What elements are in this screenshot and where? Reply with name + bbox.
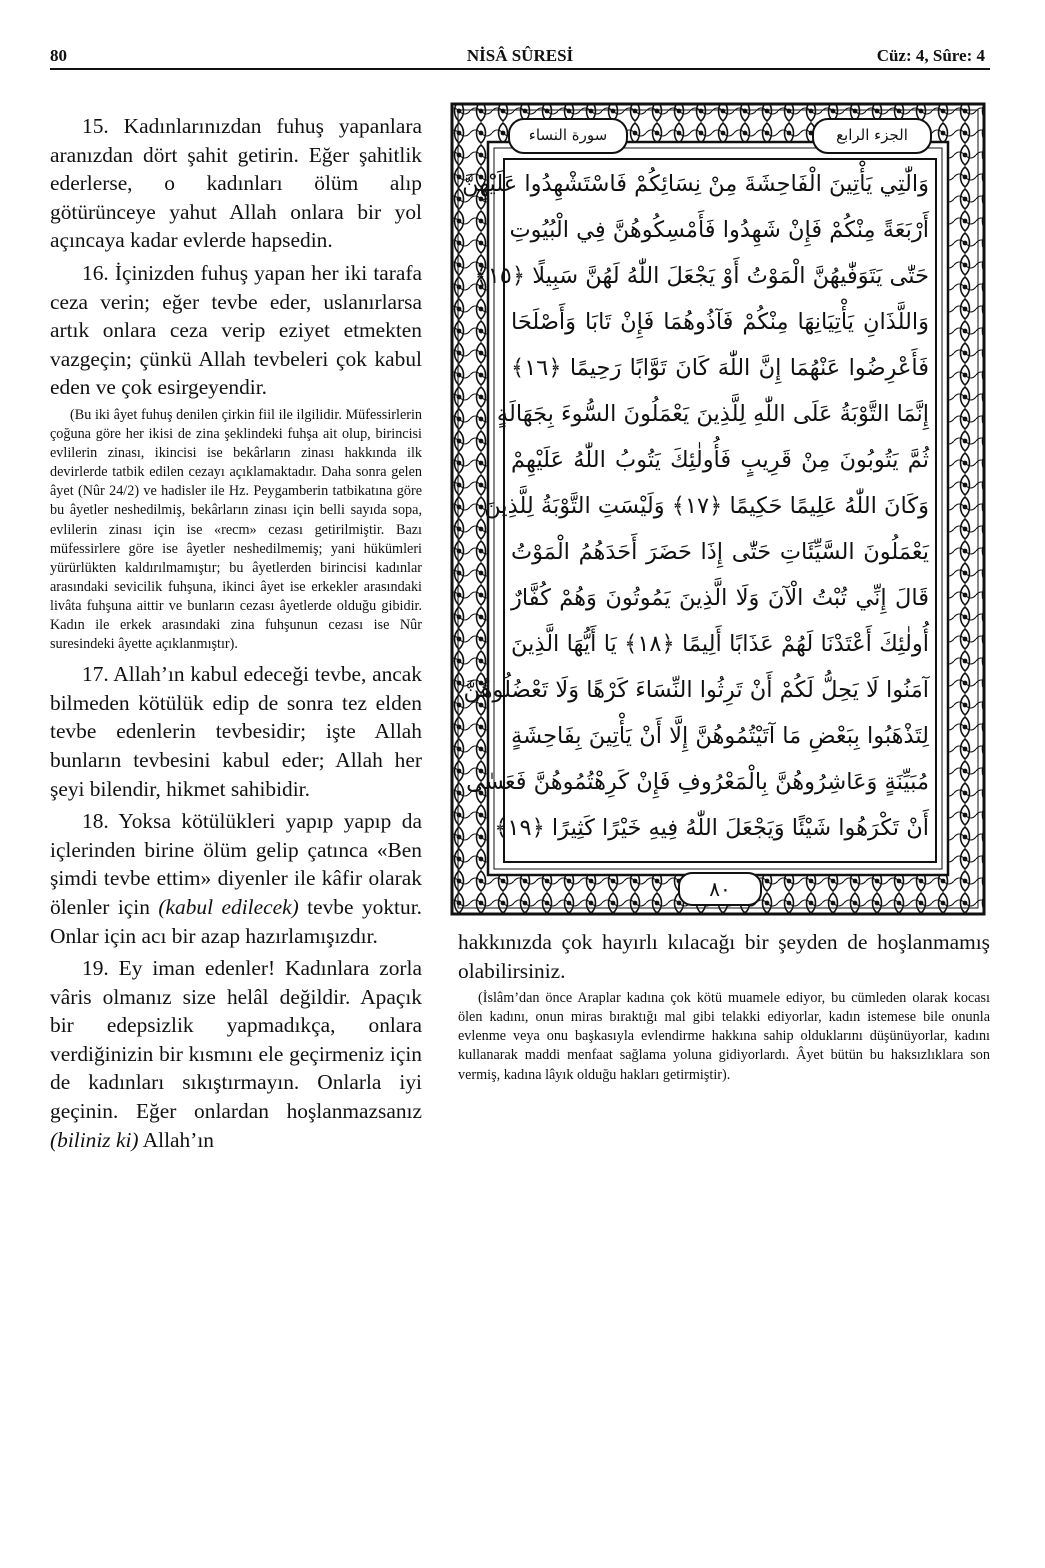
arabic-line: أَرْبَعَةً مِنْكُمْ فَإِنْ شَهِدُوا فَأَمْسِكُوهُنَّ فِي الْبُيُوتِ bbox=[509, 217, 929, 243]
arabic-line: مُبَيِّنَةٍ وَعَاشِرُوهُنَّ بِالْمَعْرُوفِ فَإِنْ كَرِهْتُمُوهُنَّ فَعَسٰى bbox=[466, 769, 929, 795]
arabic-line: إِنَّمَا التَّوْبَةُ عَلَى اللّٰهِ لِلَّذِينَ يَعْمَلُونَ السُّوءَ بِجَهَالَةٍ bbox=[496, 401, 929, 427]
verse-16: 16. İçinizden fuhuş yapan her iki tarafa ceza verin; eğer tevbe eder, uslanırlarsa artık onlara ceza verip eziyet etmekten vazgeçin; çünkü Allah tevbeleri çok kabul eden ve çok esirgeyendir. bbox=[50, 260, 422, 400]
arabic-line: آمَنُوا لَا يَحِلُّ لَكُمْ أَنْ تَرِثُوا النِّسَاءَ كَرْهًا وَلَا تَعْضُلُوهُنَّ bbox=[463, 677, 929, 703]
arabic-text-block bbox=[462, 158, 937, 863]
verse-19-continued: hakkınızda çok hayırlı kılacağı bir şeyden de hoşlanmamış olabilirsiniz. bbox=[458, 930, 990, 983]
arabic-line: وَكَانَ اللّٰهُ عَلِيمًا حَكِيمًا ﴿١٧﴾ وَلَيْسَتِ التَّوْبَةُ لِلَّذِينَ bbox=[484, 493, 929, 519]
juz-surah-location: Cüz: 4, Sûre: 4 bbox=[876, 46, 985, 65]
page-number: 80 bbox=[50, 46, 67, 65]
arabic-line: وَاللَّذَانِ يَأْتِيَانِهَا مِنْكُمْ فَآذُوهُمَا فَإِنْ تَابَا وَأَصْلَحَا bbox=[511, 309, 929, 335]
commentary-19: (İslâm’dan önce Araplar kadına çok kötü muamele ediyor, bu cümleden olarak kocası ölen kadını, onun miras bıraktığı mal gibi telakki ediyorlar, kadın istemese bile onunla evlenme veya onu başkasıyla evlendirme hakkına sahip olduklarını düşünüyorlar, kadını kullanarak maddi menfaat sağlama yoluna gidiyorlardı. Âyet bütün bu haksızlıklara son vermiş, kadına lâyık olduğu hakları getirmiştir). bbox=[458, 990, 990, 1083]
arabic-page-number: ٨٠ bbox=[678, 872, 762, 906]
arabic-line: أَنْ تَكْرَهُوا شَيْئًا وَيَجْعَلَ اللّٰهُ فِيهِ خَيْرًا كَثِيرًا ﴿١٩﴾ bbox=[494, 815, 929, 841]
surah-cartouche: سورة النساء bbox=[508, 118, 628, 154]
arabic-line: لِتَذْهَبُوا بِبَعْضِ مَا آتَيْتُمُوهُنَّ إِلَّا أَنْ يَأْتِينَ بِفَاحِشَةٍ bbox=[511, 723, 929, 749]
verse-19 bbox=[50, 954, 422, 1154]
verse-19-text-b: Allah’ın bbox=[138, 1127, 214, 1152]
verse-19-italic: (biliniz ki) bbox=[50, 1127, 139, 1152]
page-header bbox=[50, 38, 990, 70]
arabic-line: ثُمَّ يَتُوبُونَ مِنْ قَرِيبٍ فَأُولٰئِكَ يَتُوبُ اللّٰهُ عَلَيْهِمْ bbox=[511, 447, 929, 473]
translation-right-column bbox=[458, 928, 990, 1091]
verse-18-text-b: tevbe yoktur. Onlar için acı bir azap hazırlamışızdır. bbox=[50, 894, 422, 948]
arabic-line: يَعْمَلُونَ السَّيِّئَاتِ حَتّٰى إِذَا حَضَرَ أَحَدَهُمُ الْمَوْتُ bbox=[511, 539, 929, 565]
verse-17: 17. Allah’ın kabul edeceği tevbe, ancak bilmeden kötülük edip de sonra tez elden tevbe edenlerin tevbesidir; işte Allah bunların tevbesini kabul eder; Allah her şeyi bilendir, hikmet sahibidir. bbox=[50, 662, 422, 801]
arabic-line: أُولٰئِكَ أَعْتَدْنَا لَهُمْ عَذَابًا أَلِيمًا ﴿١٨﴾ يَا أَيُّهَا الَّذِينَ bbox=[511, 631, 929, 657]
verse-19-text-a: 19. Ey iman edenler! Kadınlara zorla vâris olmanız size helâl değildir. Apaçık bir edepsizlik yapmadıkça, onlara verdiğinizin bir kısmını ele geçirmeniz için de kadınları sıkıştırmayın. Onlarla iyi geçinin. Eğer onlardan hoşlanmazsanız bbox=[50, 956, 422, 1124]
verse-18-text-a: 18. Yoksa kötülükleri yapıp yapıp da içlerinden birine ölüm gelip çatınca «Ben şimdi tevbe ettim» diyenler ile kâfir olarak ölenler için bbox=[50, 809, 422, 919]
verse-18 bbox=[50, 807, 422, 950]
surah-title: NİSÂ SÛRESİ bbox=[466, 46, 574, 65]
arabic-line: حَتّٰى يَتَوَفّٰيهُنَّ الْمَوْتُ أَوْ يَجْعَلَ اللّٰهُ لَهُنَّ سَبِيلًا ﴿١٥﴾ bbox=[474, 263, 929, 289]
arabic-line: قَالَ إِنِّي تُبْتُ الْآنَ وَلَا الَّذِينَ يَمُوتُونَ وَهُمْ كُفَّارٌ bbox=[511, 585, 929, 611]
verse-15: 15. Kadınlarınızdan fuhuş yapanlara aranızdan dört şahit getirin. Eğer şahitlik ederlerse, o kadınları ölüm alıp götürünceye yahut Allah onlara bir yol açıncaya kadar evlerde hapsedin. bbox=[50, 114, 422, 253]
verse-18-italic: (kabul edilecek) bbox=[158, 894, 299, 919]
translation-left-column bbox=[50, 112, 422, 1158]
mushaf-frame bbox=[448, 100, 988, 918]
arabic-line: فَأَعْرِضُوا عَنْهُمَا إِنَّ اللّٰهَ كَانَ تَوَّابًا رَحِيمًا ﴿١٦﴾ bbox=[511, 355, 929, 381]
arabic-line: وَالّٰتِي يَأْتِينَ الْفَاحِشَةَ مِنْ نِسَائِكُمْ فَاسْتَشْهِدُوا عَلَيْهِنَّ bbox=[462, 171, 929, 197]
juz-cartouche: الجزء الرابع bbox=[812, 118, 932, 154]
commentary-16: (Bu iki âyet fuhuş denilen çirkin fiil ile ilgilidir. Müfessirlerin çoğuna göre her ikisi de zina şeklindeki fuhşa ait olup, birincisi evlilerin zinası, ikincisi ise bekârların zinası hakkında ilk devirlerde tatbik edilen cezayı açıklamaktadır. Daha sonra gelen âyet (Nûr 24/2) ve hadisler ile Hz. Peygamberin tatbikatına göre bu âyetler neshedilmiş, bekârların zinası için belli sayıda sopa, evlilerin zinası için ise «recm» cezası getirilmiştir. Bazı müfessirlere göre ise âyetler neshedilmemiş; yani hükümleri yürürlükten kaldırılmamıştır; bu âyetlerden birincisi kadınlar arasındaki sevicilik fuhşuna, ikinci âyet ise erkekler arasındaki livâta fuhşuna aittir ve bunların cezası âyetlerde olduğu gibidir. Kadın ile erkek arasındaki zina fuhşunun cezası ise Nûr suresindeki âyette açıklanmıştır). bbox=[50, 406, 422, 653]
